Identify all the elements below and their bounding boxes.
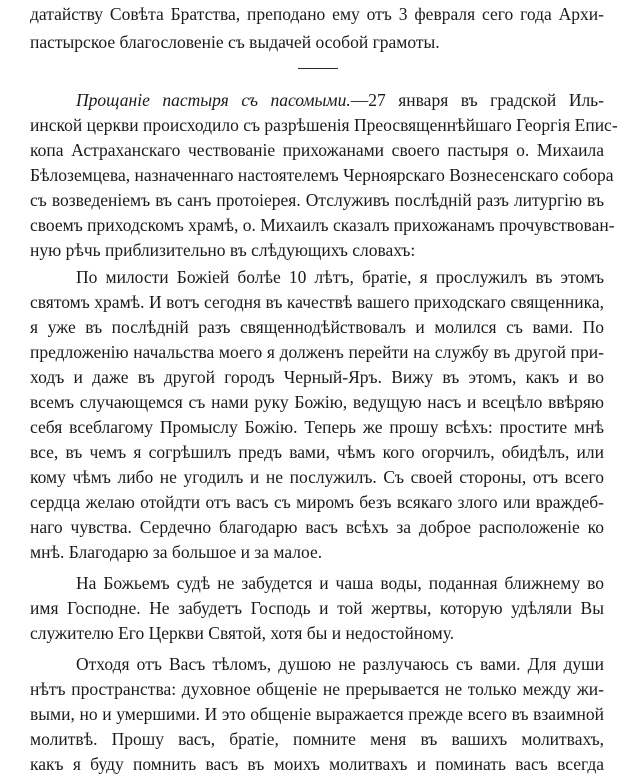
speech-line: какъ я буду помнить васъ въ моихъ молитвахъ и поминать васъ всегда	[30, 754, 604, 774]
intro-line: пастырское благословеніе съ выдачей особой грамоты.	[30, 32, 440, 52]
speech-line: всемъ случающемся съ нами руку Божію, ведущую насъ и всецѣло ввѣряю	[30, 392, 604, 412]
speech-line: святомъ храмѣ. И вотъ сегодня въ качествѣ вашего приходскаго священника,	[30, 292, 604, 312]
speech-line: предложенію начальства моего я долженъ перейти на службу въ другой при-	[30, 342, 604, 362]
article-line: своемъ приходскомъ храмѣ, о. Михаилъ сказалъ прихожанамъ прочувствован-	[30, 215, 615, 235]
speech-line: себя всеблагому Промыслу Божію. Теперь же прошу всѣхъ: простите мнѣ	[30, 417, 604, 437]
article-line: съ возведеніемъ въ санъ протоіерея. Отслуживъ послѣдній разъ литургію въ	[30, 190, 604, 210]
speech-line: выми, но и умершими. И это общеніе выражается прежде всего въ взаимной	[30, 704, 604, 724]
speech-line: имя Господне. Не забудетъ Господь и той жертвы, которую удѣляли Вы	[30, 598, 604, 618]
intro-line: датайству Совѣта Братства, преподано ему отъ 3 февраля сего года Архи-	[30, 4, 604, 24]
speech-line: Отходя отъ Васъ тѣломъ, душою не разлучаюсь съ вами. Для души	[76, 654, 604, 674]
speech-line: нѣтъ пространства: духовное общеніе не прерывается не только между жи-	[30, 679, 604, 699]
speech-line: служителю Его Церкви Святой, хотя бы и недостойному.	[30, 623, 455, 643]
speech-line: все, въ чемъ я согрѣшилъ предъ вами, чѣмъ кого огорчилъ, обидѣлъ, или	[30, 442, 604, 462]
article-line: копа Астраханскаго чествованіе прихожанами своего пастыря о. Михаила	[30, 140, 604, 160]
article-line: Бѣлоземцева, назначеннаго настоятелемъ Черноярскаго Вознесенскаго собора	[30, 165, 614, 185]
article-line: инской церкви происходило съ разрѣшенія Преосвященнѣйшаго Георгія Епис-	[30, 115, 618, 135]
speech-line: сердца желаю отойдти отъ васъ съ миромъ безъ всякаго злого или враждеб-	[30, 492, 604, 512]
article-heading-line	[76, 88, 604, 112]
speech-line: По милости Божіей болѣе 10 лѣтъ, братіе, я прослужилъ въ этомъ	[76, 267, 604, 287]
section-divider	[298, 68, 338, 69]
speech-line: я уже въ послѣдній разъ священнодѣйствовалъ и молился съ вами. По	[30, 317, 604, 337]
article-line: ную рѣчь приблизительно въ слѣдующихъ словахъ:	[30, 240, 416, 260]
speech-line: ходъ и даже въ другой городъ Черный-Яръ. Вижу въ этомъ, какъ и во	[30, 367, 604, 387]
speech-line: молитвѣ. Прошу васъ, братіе, помните меня въ вашихъ молитвахъ,	[30, 729, 604, 749]
speech-line: На Божьемъ судѣ не забудется и чаша воды, поданная ближнему во	[76, 573, 604, 593]
speech-line: мнѣ. Благодарю за большое и за малое.	[30, 542, 323, 562]
speech-line: наго чувства. Сердечно благодарю васъ всѣхъ за доброе расположеніе ко	[30, 517, 604, 537]
speech-line: кому чѣмъ либо не угодилъ и не послужилъ. Съ своей стороны, отъ всего	[30, 467, 604, 487]
article-heading: Прощаніе пастыря съ пасомыми.	[76, 90, 351, 110]
article-heading-rest: —27 января въ градской Иль-	[350, 90, 604, 110]
